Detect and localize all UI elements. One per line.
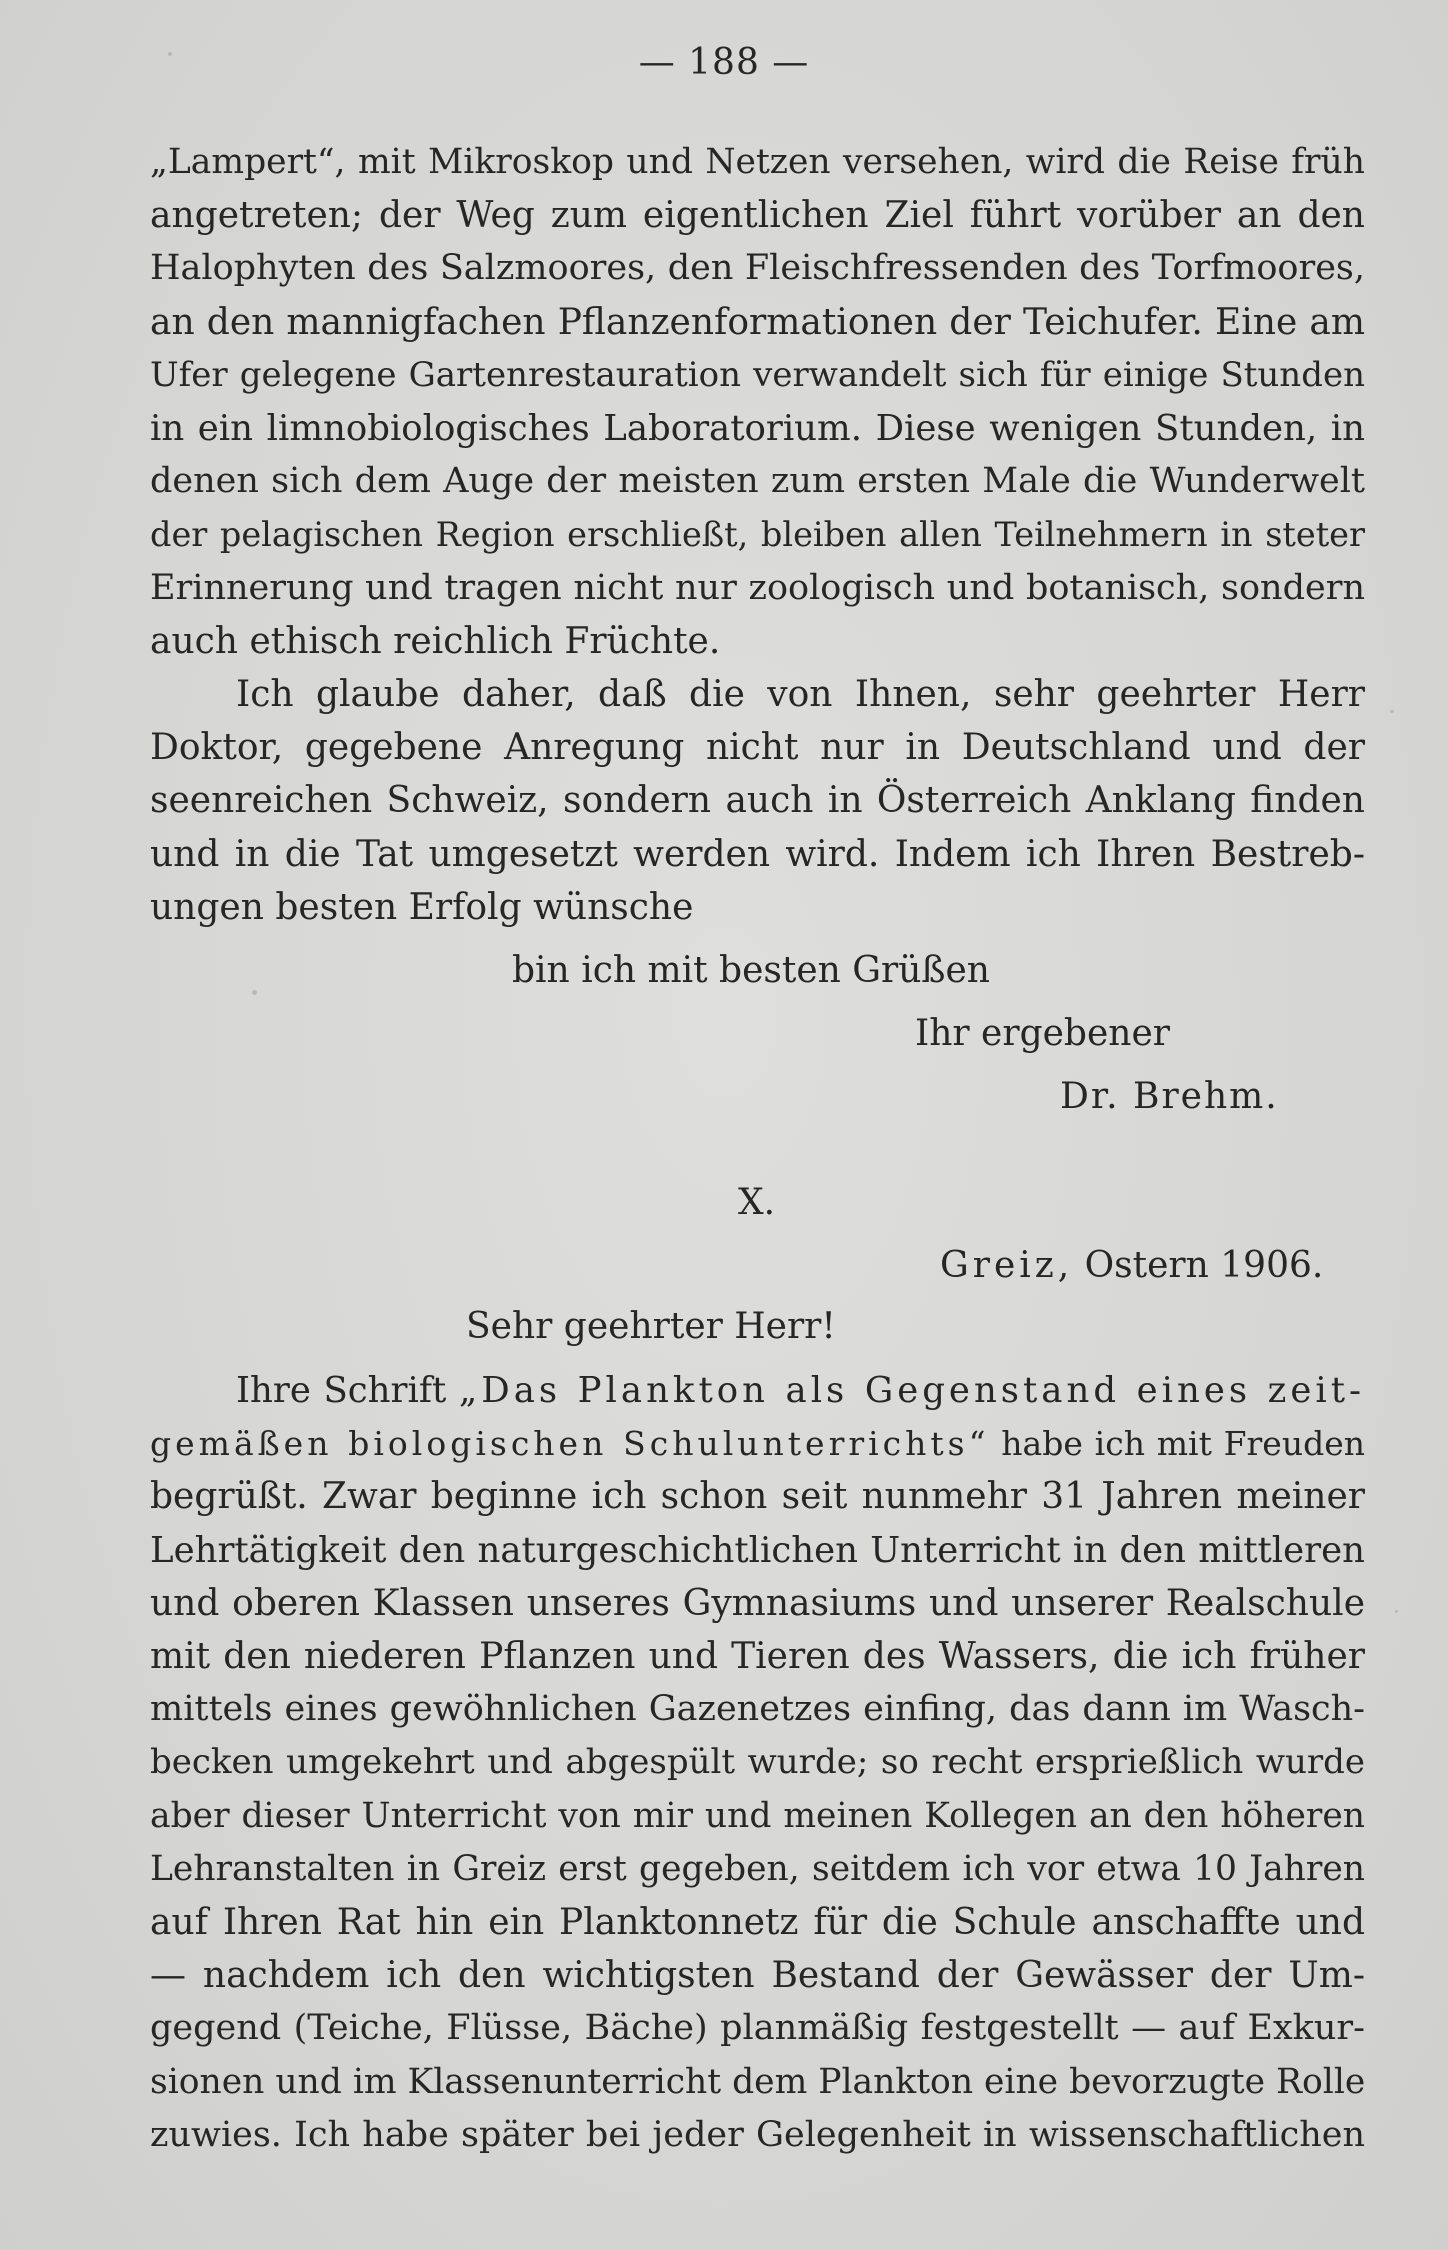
text-line: an den mannigfachen Pflanzenformationen der Teichufer. Eine am [150, 301, 1365, 343]
text-line: ungen besten Erfolg wünsche [150, 886, 694, 928]
letter-place: Greiz, [940, 1245, 1074, 1286]
text-line: und oberen Klassen unseres Gymnasiums und unserer Realschule [150, 1582, 1365, 1624]
letter-valediction: Ihr ergebener [915, 1013, 1170, 1054]
text-line: Lehrtätigkeit den naturgeschichtlichen Unterricht in den mittleren [150, 1529, 1365, 1571]
text-line: sionen und im Klassenunterricht dem Plankton eine bevorzugte Rolle [150, 2061, 1366, 2102]
paper-speck [252, 990, 257, 995]
text-line: und in die Tat umgesetzt werden wird. Indem ich Ihren Bestreb- [150, 833, 1365, 875]
text-line: Lehranstalten in Greiz erst gegeben, seitdem ich vor etwa 10 Jahren [150, 1848, 1365, 1889]
text-line: Ufer gelegene Gartenrestauration verwandelt sich für einige Stunden [150, 354, 1365, 395]
paper-speck [1395, 1610, 1398, 1613]
text-line: denen sich dem Auge der meisten zum ersten Male die Wunderwelt [150, 461, 1365, 502]
text-line: begrüßt. Zwar beginne ich schon seit nunmehr 31 Jahren meiner [150, 1476, 1365, 1518]
paper-speck [1390, 710, 1394, 713]
letter-greeting: bin ich mit besten Grüßen [512, 950, 990, 991]
text-line: auch ethisch reichlich Früchte. [150, 620, 721, 662]
paragraph-letter-body [150, 1364, 1365, 2162]
letter-place-date [940, 1245, 1323, 1286]
text-line: zuwies. Ich habe später bei jeder Gelegenheit in wissenschaftlichen [150, 2114, 1365, 2155]
paragraph-continuation [150, 136, 1365, 668]
text-line: der pelagischen Region erschließt, bleiben allen Teilnehmern in steter [150, 515, 1365, 555]
text-line [150, 1417, 1365, 1470]
cited-title: gemäßen biologischen Schulunterrichts“ [150, 1424, 990, 1464]
paragraph-closing-remarks [150, 668, 1365, 934]
text-line: gegend (Teiche, Flüsse, Bäche) planmäßig festgestellt — auf Exkur- [150, 2008, 1365, 2049]
text-line: seenreichen Schweiz, sondern auch in Österreich Anklang finden [150, 780, 1365, 822]
text-line: Doktor, gegebene Anregung nicht nur in Deutschland und der [150, 727, 1365, 769]
text-line: becken umgekehrt und abgespült wurde; so recht ersprießlich wurde [150, 1742, 1365, 1783]
text-line: mittels eines gewöhnlichen Gazenetzes einfing, das dann im Wasch- [150, 1689, 1365, 1730]
text-fragment: habe ich mit Freuden [1001, 1424, 1365, 1464]
text-line: Erinnerung und tragen nicht nur zoologisch und botanisch, sondern [150, 567, 1365, 608]
text-line: Ich glaube daher, daß die von Ihnen, sehr geehrter Herr [236, 674, 1365, 715]
page-number: — 188 — [638, 42, 810, 83]
cited-title: „Das Plankton als Gegenstand eines zeit- [458, 1370, 1365, 1411]
text-line: aber dieser Unterricht von mir und meinen Kollegen an den höheren [150, 1795, 1365, 1836]
text-line: Halophyten des Salzmoores, den Fleischfressenden des Torfmoores, [150, 248, 1365, 289]
text-line: auf Ihren Rat hin ein Planktonnetz für die Schule anschaffte und [150, 1902, 1365, 1944]
text-line: angetreten; der Weg zum eigentlichen Ziel führt vorüber an den [150, 195, 1365, 237]
text-line: — nachdem ich den wichtigsten Bestand der Gewässer der Um- [150, 1955, 1365, 1997]
text-line: mit den niederen Pflanzen und Tieren des Wassers, die ich früher [150, 1636, 1365, 1678]
text-line: in ein limnobiologisches Laboratorium. Diese wenigen Stunden, in [150, 408, 1365, 450]
section-numeral: X. [738, 1182, 776, 1223]
letter-signature: Dr. Brehm. [1060, 1076, 1279, 1117]
text-fragment: Ihre Schrift [236, 1370, 447, 1411]
letter-salutation: Sehr geehrter Herr! [466, 1306, 836, 1347]
text-line [150, 1364, 1365, 1417]
letter-date: Ostern 1906. [1084, 1245, 1324, 1286]
text-line: „Lampert“, mit Mikroskop und Netzen versehen, wird die Reise früh [150, 142, 1365, 182]
